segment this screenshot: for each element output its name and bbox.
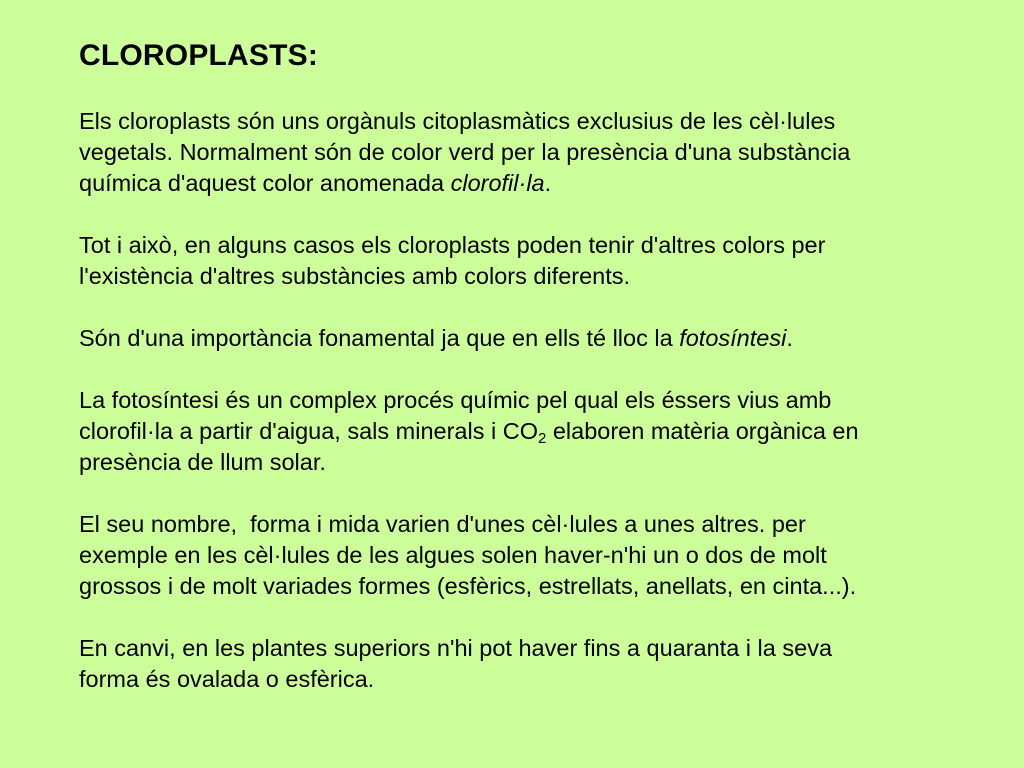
text-run: química d'aquest color anomenada — [79, 170, 451, 196]
text-run: Són d'una importància fonamental ja que en ells té lloc la — [79, 325, 680, 351]
paragraph-other-colors — [79, 230, 979, 292]
text-run: . — [786, 325, 793, 351]
text-line: En canvi, en les plantes superiors n'hi pot haver fins a quaranta i la seva — [79, 635, 833, 661]
text-line: El seu nombre, forma i mida varien d'unes cèl·lules a unes altres. per — [79, 511, 806, 537]
text-line — [79, 168, 979, 199]
text-run: clorofil·la a partir d'aigua, sals minerals i CO — [79, 418, 538, 444]
term-clorofilla: clorofil·la — [450, 170, 545, 196]
text-line — [79, 323, 979, 354]
text-line: exemple en les cèl·lules de les algues solen haver-n'hi un o dos de molt — [79, 542, 827, 568]
paragraph-higher-plants — [79, 633, 979, 695]
paragraph-definition — [79, 106, 979, 199]
slide-title: CLOROPLASTS: — [79, 39, 319, 72]
text-line: grossos i de molt variades formes (esfèrics, estrellats, anellats, en cinta...). — [79, 573, 857, 599]
text-line: forma és ovalada o esfèrica. — [79, 666, 375, 692]
slide-content — [79, 36, 979, 726]
subscript-2: 2 — [537, 430, 547, 447]
text-run: . — [544, 170, 552, 196]
text-line: Els cloroplasts són uns orgànuls citoplasmàtics exclusius de les cèl·lules — [79, 108, 836, 134]
text-line: La fotosíntesi és un complex procés químic pel qual els éssers vius amb — [79, 387, 832, 413]
text-line: vegetals. Normalment són de color verd per la presència d'una substància — [79, 139, 851, 165]
text-line — [79, 416, 979, 447]
paragraph-photosynthesis — [79, 385, 979, 478]
text-line: l'existència d'altres substàncies amb colors diferents. — [79, 263, 631, 289]
paragraph-number-shape — [79, 509, 979, 602]
text-line: Tot i això, en alguns casos els cloroplasts poden tenir d'altres colors per — [79, 232, 826, 258]
term-fotosintesi: fotosíntesi — [679, 325, 787, 351]
text-run: elaboren matèria orgànica en — [546, 418, 859, 444]
paragraph-importance — [79, 323, 979, 354]
text-line: presència de llum solar. — [79, 449, 326, 475]
